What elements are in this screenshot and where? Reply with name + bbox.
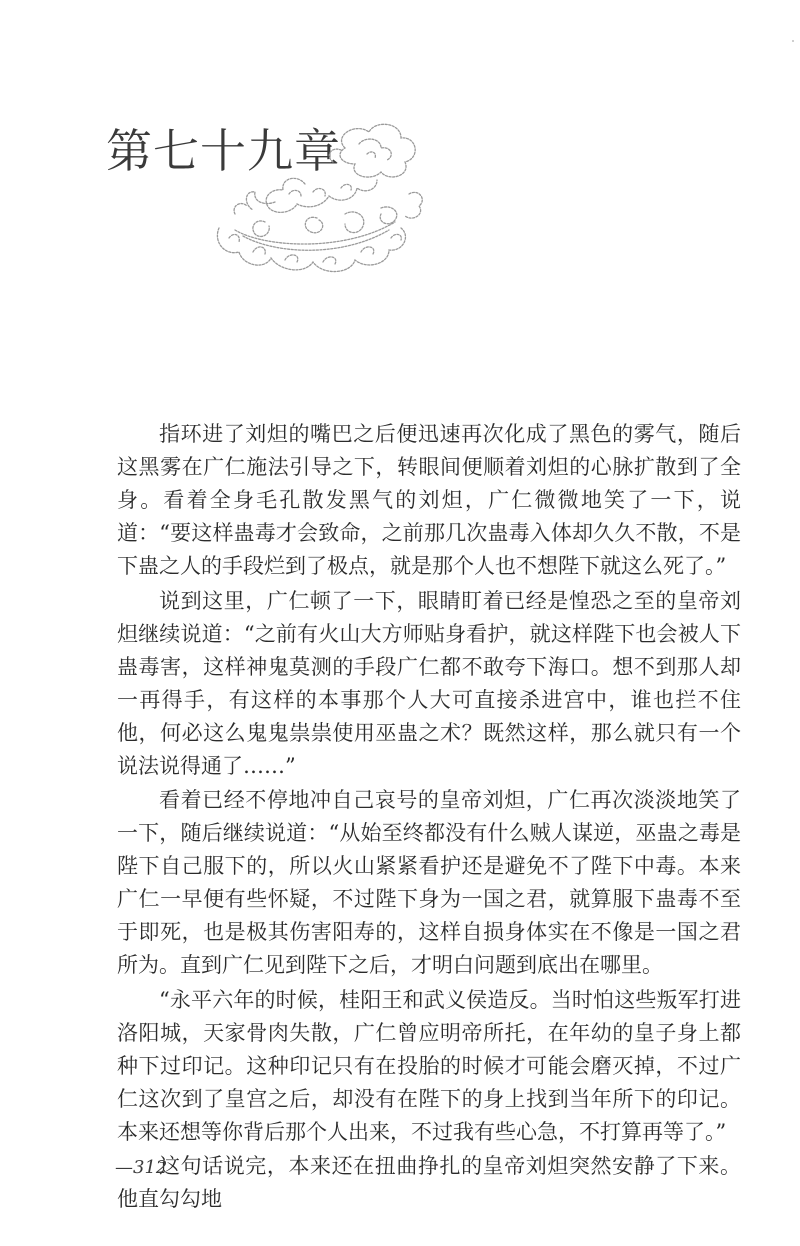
paragraph-3: 看着已经不停地冲自己哀号的皇帝刘炟，广仁再次淡淡地笑了一下，随后继续说道：“从始至终都没有什么贼人谋逆，巫蛊之毒是陛下自己服下的，所以火山紧紧看护还是避免不了陛下中毒。本来广仁一早便有些怀疑，不过陛下身为一国之君，就算服下蛊毒不至于即死，也是极其伤害阳寿的，这样自损身体实在不像是一国之君所为。直到广仁见到陛下之后，才明白问题到底出在哪里。 — [117, 788, 741, 978]
page-number: —312 — [115, 1157, 168, 1178]
chapter-title: 第七十九章 — [106, 124, 341, 178]
chapter-body — [117, 418, 741, 1218]
paragraph-4: “永平六年的时候，桂阳王和武义侯造反。当时怕这些叛军打进洛阳城，天家骨肉失散，广仁曾应明帝所托，在年幼的皇子身上都种下过印记。这种印记只有在投胎的时候才可能会磨灭掉，不过广仁这次到了皇宫之后，却没有在陛下的身上找到当年所下的印记。本来还想等你背后那个人出来，不过我有些心急，不打算再等了。” — [117, 987, 741, 1144]
scan-speck — [792, 40, 794, 42]
paragraph-5: 这句话说完，本来还在扭曲挣扎的皇帝刘炟突然安静了下来。他直勾勾地 — [117, 1154, 741, 1212]
paragraph-2: 说到这里，广仁顿了一下，眼睛盯着已经是惶恐之至的皇帝刘炟继续说道：“之前有火山大方师贴身看护，就这样陛下也会被人下蛊毒害，这样神鬼莫测的手段广仁都不敢夸下海口。想不到那人却一再得手，有这样的本事那个人大可直接杀进宫中，谁也拦不住他，何必这么鬼鬼祟祟使用巫蛊之术？既然这样，那么就只有一个说法说得通了……” — [117, 588, 741, 778]
cloud-dragon-ornament-icon — [205, 118, 425, 288]
paragraph-1: 指环进了刘炟的嘴巴之后便迅速再次化成了黑色的雾气，随后这黑雾在广仁施法引导之下，转眼间便顺着刘炟的心脉扩散到了全身。看着全身毛孔散发黑气的刘炟，广仁微微地笑了一下，说道：“要这样蛊毒才会致命，之前那几次蛊毒入体却久久不散，不是下蛊之人的手段烂到了极点，就是那个人也不想陛下就这么死了。” — [117, 422, 741, 578]
